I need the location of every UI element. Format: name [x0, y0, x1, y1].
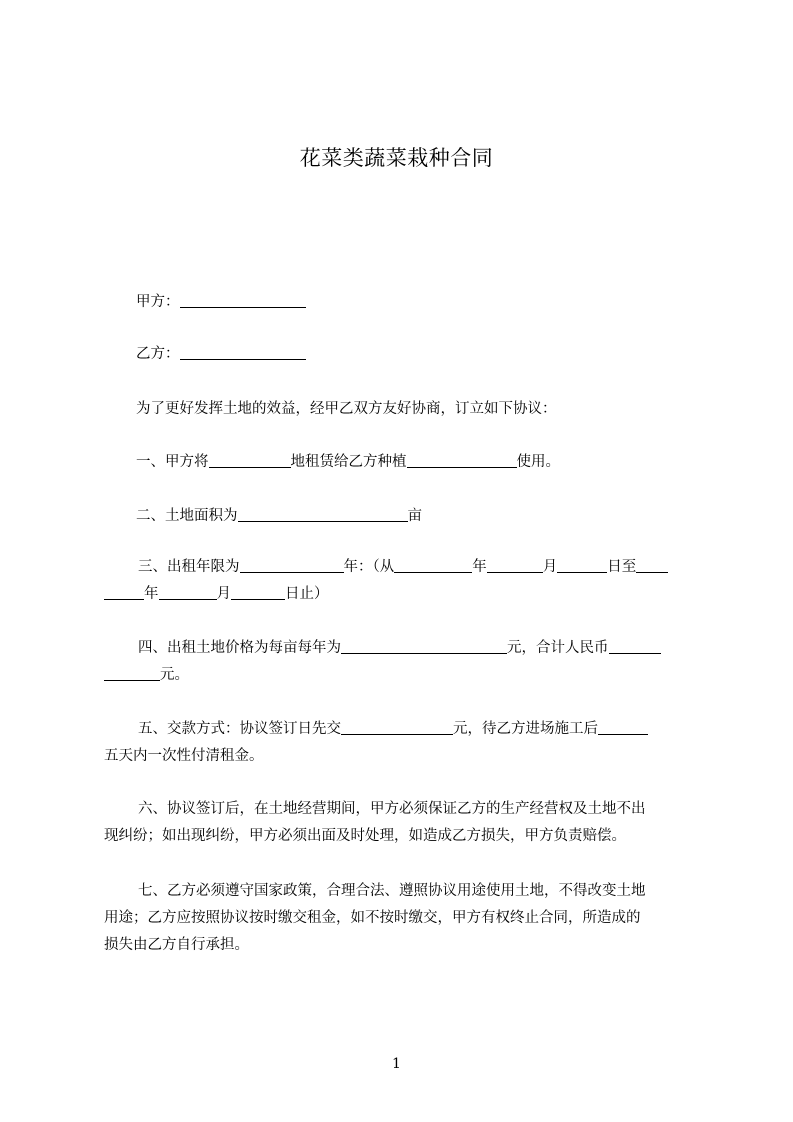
clause-2-text-a: 二、土地面积为	[136, 508, 238, 524]
party-b-blank[interactable]	[180, 343, 306, 360]
party-b-label: 乙方：	[136, 346, 180, 362]
clause-7-line-3: 损失由乙方自行承担。	[104, 937, 249, 953]
start-day-blank[interactable]	[557, 556, 607, 573]
clause-1	[104, 448, 734, 476]
crop-blank[interactable]	[407, 451, 517, 468]
clause-3-text-c: 年	[472, 559, 487, 575]
intro-paragraph: 为了更好发挥土地的效益，经甲乙双方友好协商，订立如下协议：	[136, 401, 557, 417]
page-number: 1	[392, 1056, 401, 1072]
end-month-blank[interactable]	[159, 583, 217, 600]
down-payment-blank[interactable]	[341, 718, 453, 735]
clause-1-text-c: 使用。	[516, 454, 560, 470]
clause-2	[104, 502, 734, 530]
clause-3-text-a: 三、出租年限为	[138, 559, 240, 575]
price-per-mu-blank[interactable]	[341, 637, 507, 654]
clause-1-text-a: 一、甲方将	[136, 454, 209, 470]
party-a-blank[interactable]	[180, 291, 306, 308]
clause-7-line-2: 用途；乙方应按照协议按时缴交租金，如不按时缴交，甲方有权终止合同，所造成的	[104, 910, 641, 926]
construction-blank[interactable]	[598, 718, 648, 735]
clause-6-line-2: 现纠纷；如出现纠纷，甲方必须出面及时处理，如造成乙方损失，甲方负责赔偿。	[104, 828, 626, 844]
land-area-blank[interactable]	[238, 505, 408, 522]
clause-5-line-2: 五天内一次性付清租金。	[104, 748, 264, 764]
start-month-blank[interactable]	[487, 556, 543, 573]
clause-4-text-a: 四、出租土地价格为每亩每年为	[138, 640, 341, 656]
start-year-blank[interactable]	[394, 556, 472, 573]
party-a-label: 甲方：	[136, 294, 180, 310]
total-amount-blank-part1[interactable]	[609, 637, 661, 654]
clause-6-line-1: 六、协议签订后，在土地经营期间，甲方必须保证乙方的生产经营权及土地不出	[138, 801, 646, 817]
clause-5-text-a: 五、交款方式：协议签订日先交	[138, 721, 341, 737]
clause-3-line-2	[104, 580, 702, 608]
land-location-blank[interactable]	[209, 451, 291, 468]
clause-2-text-b: 亩	[407, 508, 422, 524]
clause-7-line-1: 七、乙方必须遵守国家政策，合理合法、遵照协议用途使用土地，不得改变土地	[138, 883, 646, 899]
lease-years-blank[interactable]	[240, 556, 344, 573]
party-b-line	[104, 340, 734, 368]
clause-4-text-b: 元，合计人民币	[507, 640, 609, 656]
end-year-blank-part2[interactable]	[104, 583, 144, 600]
clause-3-text-e: 日至	[607, 559, 637, 575]
end-year-blank-part1[interactable]	[636, 556, 668, 573]
clause-3-text-f: 年	[144, 586, 159, 602]
total-amount-blank-part2[interactable]	[104, 664, 160, 681]
clause-3-text-b: 年：（从	[343, 559, 395, 575]
party-a-line	[104, 288, 734, 316]
clause-3-text-d: 月	[542, 559, 558, 575]
document-title: 花菜类蔬菜栽种合同	[299, 146, 494, 170]
clause-3-line-1	[104, 553, 702, 581]
clause-5-line-1	[104, 715, 702, 743]
clause-4-line-1	[104, 634, 702, 662]
clause-4-line-2	[104, 661, 702, 689]
clause-5-text-b: 元，待乙方进场施工后	[453, 721, 598, 737]
clause-1-text-b: 地租赁给乙方种植	[290, 454, 407, 470]
clause-4-text-c: 元。	[160, 667, 189, 683]
clause-3-text-h: 日止）	[285, 586, 329, 602]
end-day-blank[interactable]	[231, 583, 285, 600]
clause-3-text-g: 月	[216, 586, 231, 602]
